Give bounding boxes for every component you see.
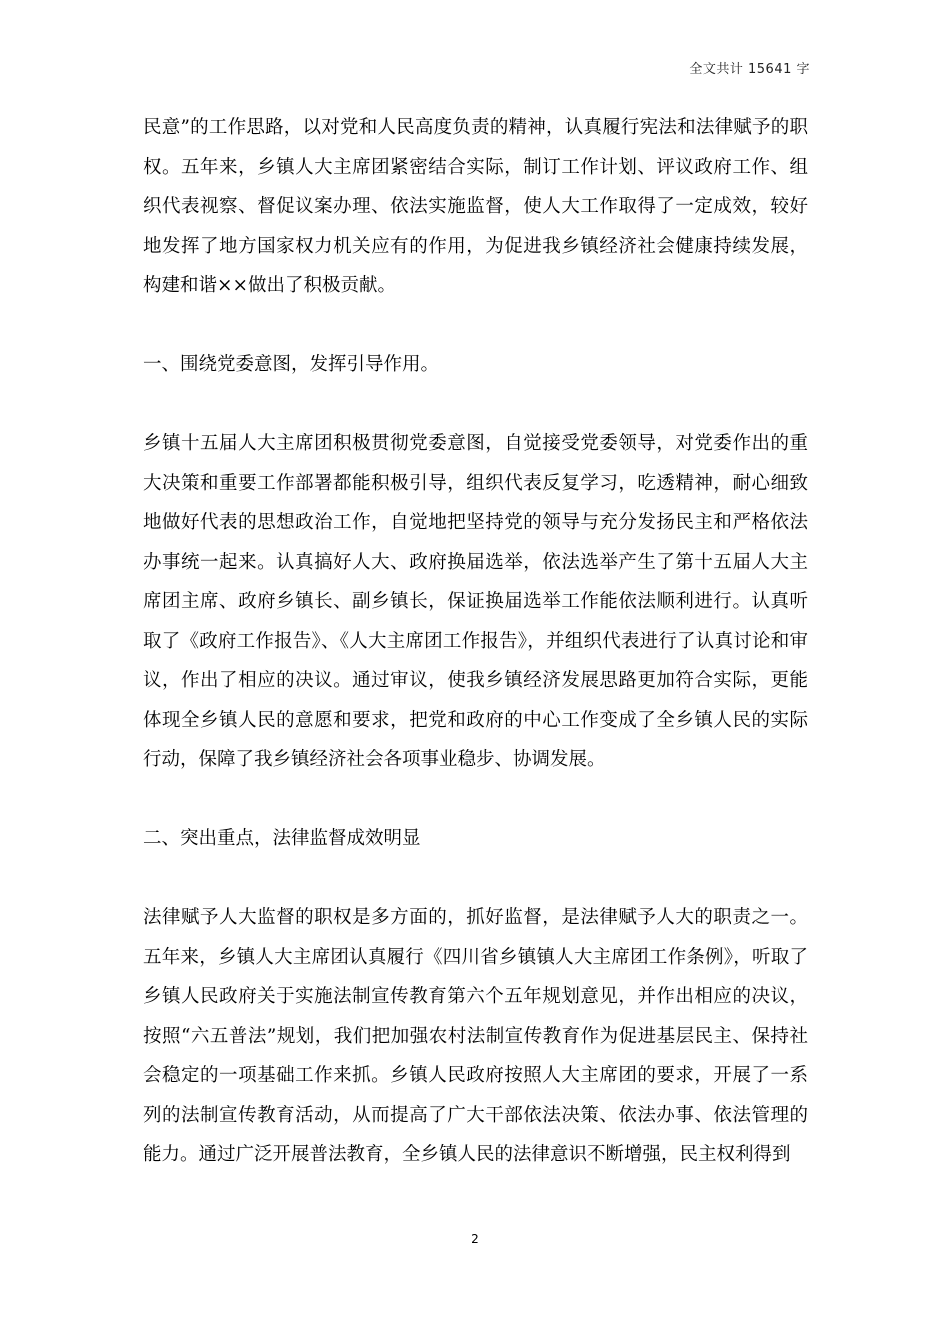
paragraph-spacer	[143, 385, 808, 425]
paragraph-intro: 民意”的工作思路，以对党和人民高度负责的精神，认真履行宪法和法律赋予的职权。五年来，乡镇人大主席团紧密结合实际，制订工作计划、评议政府工作、组织代表视察、督促议案办理、依法实施监督，使人大工作取得了一定成效，较好地发挥了地方国家权力机关应有的作用，为促进我乡镇经济社会健康持续发展，构建和谐××做出了积极贡献。	[143, 117, 808, 296]
section-heading-1: 一、围绕党委意图，发挥引导作用。	[143, 354, 440, 375]
paragraph-spacer	[143, 306, 808, 346]
paragraph-section-1: 乡镇十五届人大主席团积极贯彻党委意图，自觉接受党委领导，对党委作出的重大决策和重要工作部署都能积极引导，组织代表反复学习，吃透精神，耐心细致地做好代表的思想政治工作，自觉地把坚持党的领导与充分发扬民主和严格依法办事统一起来。认真搞好人大、政府换届选举，依法选举产生了第十五届人大主席团主席、政府乡镇长、副乡镇长，保证换届选举工作能依法顺利进行。认真听取了《政府工作报告》、《人大主席团工作报告》，并组织代表进行了认真讨论和审议，作出了相应的决议。通过审议，使我乡镇经济发展思路更加符合实际，更能体现全乡镇人民的意愿和要求，把党和政府的中心工作变成了全乡镇人民的实际行动，保障了我乡镇经济社会各项事业稳步、协调发展。	[143, 433, 808, 770]
paragraph-section-2: 法律赋予人大监督的职权是多方面的，抓好监督，是法律赋予人大的职责之一。五年来，乡镇人大主席团认真履行《四川省乡镇镇人大主席团工作条例》，听取了乡镇人民政府关于实施法制宣传教育第六个五年规划意见，并作出相应的决议，按照“六五普法”规划，我们把加强农村法制宣传教育作为促进基层民主、保持社会稳定的一项基础工作来抓。乡镇人民政府按照人大主席团的要求，开展了一系列的法制宣传教育活动，从而提高了广大干部依法决策、依法办事、依法管理的能力。通过广泛开展普法教育，全乡镇人民的法律意识不断增强，民主权利得到	[143, 907, 808, 1165]
document-body	[143, 108, 808, 1175]
section-heading-2: 二、突出重点，法律监督成效明显	[143, 828, 421, 849]
paragraph-spacer	[143, 859, 808, 899]
word-count-header: 全文共计 15641 字	[689, 62, 810, 77]
page-number: 2	[471, 1232, 479, 1246]
paragraph-spacer	[143, 780, 808, 820]
